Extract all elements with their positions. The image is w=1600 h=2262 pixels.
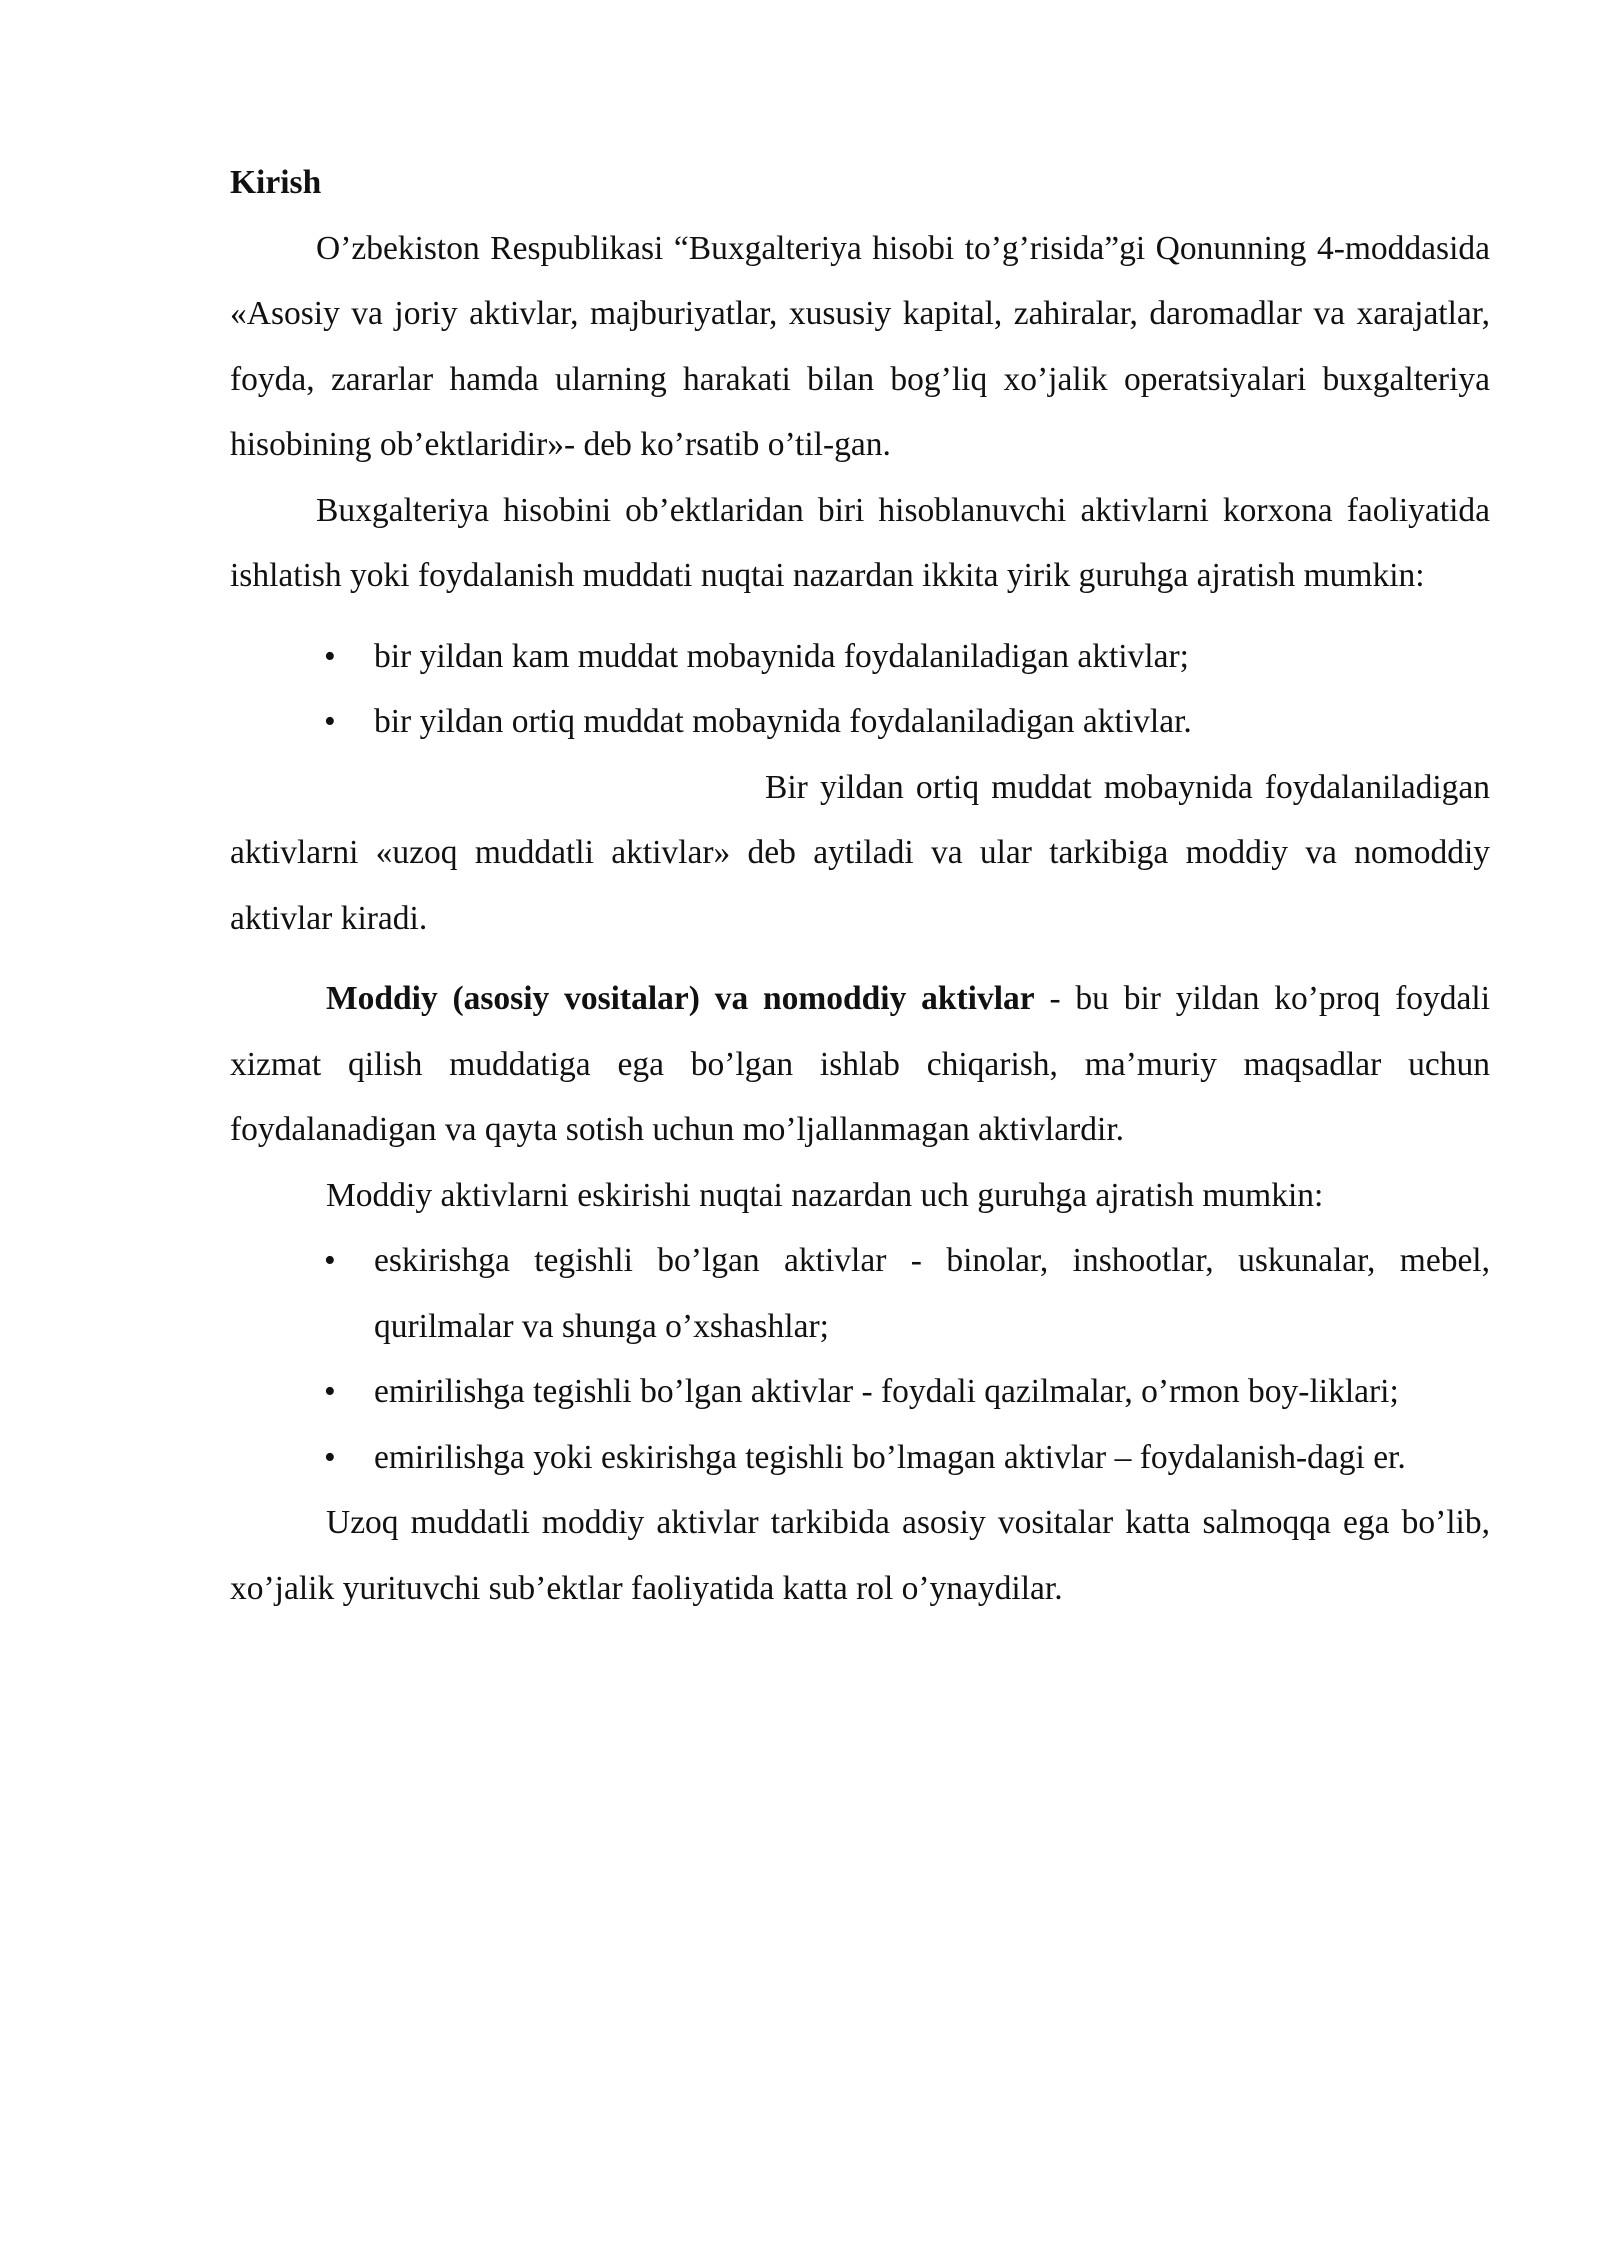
document-page xyxy=(230,150,1490,1621)
bullet-icon: • xyxy=(324,637,336,675)
bullet-icon: • xyxy=(324,1438,336,1476)
definition-term: Moddiy (asosiy vositalar) va nomoddiy aktivlar xyxy=(326,980,1035,1017)
paragraph-asset-grouping: Buxgalteriya hisobini ob’ektlaridan biri hisoblanuvchi aktivlarni korxona faoliyatida ishlatish yoki foydalanish muddati nuqtai nazardan ikkita yirik guruhga ajratish mumkin: xyxy=(230,491,1490,594)
paragraph-definition xyxy=(230,966,1490,1163)
list-item-text: bir yildan kam muddat mobaynida foydalaniladigan aktivlar; xyxy=(374,637,1189,675)
bullet-icon: • xyxy=(324,1373,336,1410)
list-item xyxy=(230,1425,1490,1491)
asset-term-list xyxy=(230,624,1490,755)
wear-group-list xyxy=(230,1228,1490,1490)
bullet-icon: • xyxy=(324,1242,336,1279)
paragraph-conclusion: Uzoq muddatli moddiy aktivlar tarkibida asosiy vositalar katta salmoqqa ega bo’lib, xo’jalik yurituvchi sub’ektlar faoliyatida katta rol o’ynaydilar. xyxy=(230,1504,1490,1607)
list-item xyxy=(230,624,1490,690)
list-item xyxy=(230,1228,1490,1359)
list-item-text: emirilishga tegishli bo’lgan aktivlar - foydali qazilmalar, o’rmon boy-liklari; xyxy=(374,1373,1399,1410)
list-item-text: emirilishga yoki eskirishga tegishli bo’lmagan aktivlar – foydalanish-dagi er. xyxy=(374,1438,1406,1476)
list-item xyxy=(230,689,1490,755)
list-item-text: eskirishga tegishli bo’lgan aktivlar - binolar, inshootlar, uskunalar, mebel, qurilmalar va shunga o’xshashlar; xyxy=(374,1242,1490,1345)
paragraph-long-term-assets: Bir yildan ortiq muddat mobaynida foydalaniladigan aktivlarni «uzoq muddatli aktivlar» deb aytiladi va ular tarkibiga moddiy va nomoddiy aktivlar kiradi. xyxy=(230,768,1490,937)
section-heading: Kirish xyxy=(230,164,322,201)
definition-text: - bu bir yildan ko’proq foydali xizmat qilish muddatiga ega bo’lgan ishlab chiqarish, ma’muriy maqsadlar uchun foydalanadigan va qayta sotish uchun mo’ljallanmagan aktivlardir. xyxy=(230,980,1490,1148)
list-item xyxy=(230,1359,1490,1425)
bullet-icon: • xyxy=(324,703,336,740)
list-item-text: bir yildan ortiq muddat mobaynida foydalaniladigan aktivlar. xyxy=(374,703,1192,740)
paragraph-wear-groups: Moddiy aktivlarni eskirishi nuqtai nazardan uch guruhga ajratish mumkin: xyxy=(326,1176,1324,1214)
paragraph-law-citation: O’zbekiston Respublikasi “Buxgalteriya hisobi to’g’risida”gi Qonunning 4-moddasida «Asosiy va joriy aktivlar, majburiyatlar, xususiy kapital, zahiralar, daromadlar va xarajatlar, foyda, zararlar hamda ularning harakati bilan bog’liq xo’jalik operatsiyalari buxgalteriya hisobining ob’ektlaridir»- deb ko’rsatib o’til-gan. xyxy=(230,229,1490,463)
